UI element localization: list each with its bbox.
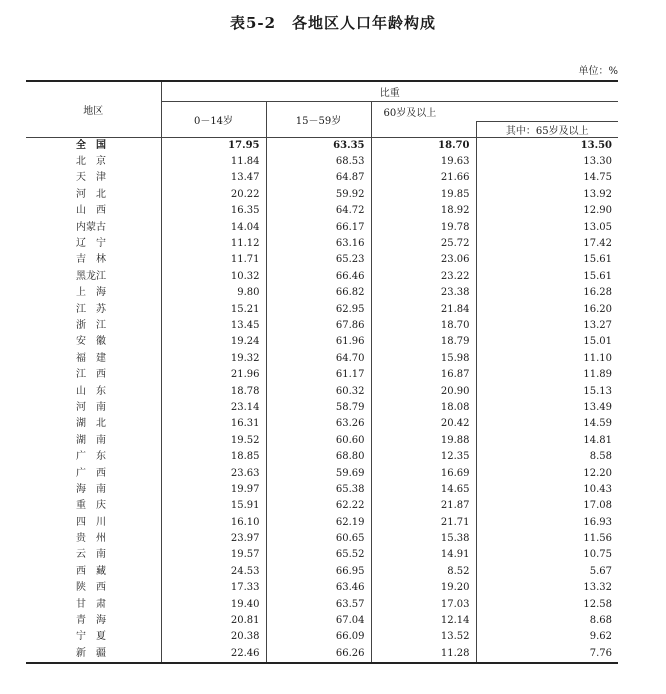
value-age-0-14: 20.38 [161, 629, 266, 645]
table-row [26, 564, 618, 580]
value-age-65-plus: 5.67 [476, 564, 618, 580]
value-age-60-plus: 19.63 [371, 154, 476, 170]
value-age-60-plus: 14.91 [371, 547, 476, 563]
region-cell: 北 京 [76, 156, 106, 168]
table-row [26, 301, 618, 317]
value-age-0-14: 15.91 [161, 498, 266, 514]
region-cell: 天 津 [76, 172, 106, 184]
value-age-60-plus: 14.65 [371, 482, 476, 498]
region-cell: 四 川 [76, 516, 106, 528]
value-age-15-59: 61.96 [266, 334, 371, 350]
value-age-15-59: 60.32 [266, 383, 371, 399]
value-age-0-14: 20.81 [161, 613, 266, 629]
table-row [26, 580, 618, 596]
value-age-60-plus: 13.52 [371, 629, 476, 645]
value-age-60-plus: 21.84 [371, 301, 476, 317]
age-structure-table [26, 80, 618, 664]
value-age-60-plus: 23.22 [371, 269, 476, 285]
value-age-65-plus: 11.56 [476, 531, 618, 547]
region-cell: 贵 州 [76, 533, 106, 545]
value-age-60-plus: 12.14 [371, 613, 476, 629]
value-age-60-plus: 23.38 [371, 285, 476, 301]
table-row [26, 318, 618, 334]
value-age-15-59: 63.26 [266, 416, 371, 432]
value-age-15-59: 59.92 [266, 187, 371, 203]
region-cell: 新 疆 [26, 646, 161, 663]
table-row [26, 203, 618, 219]
value-age-15-59: 62.19 [266, 514, 371, 530]
value-age-0-14: 19.57 [161, 547, 266, 563]
value-age-15-59: 67.86 [266, 318, 371, 334]
value-age-60-plus: 19.88 [371, 433, 476, 449]
value-age-60-plus: 18.92 [371, 203, 476, 219]
table-row [26, 433, 618, 449]
value-age-15-59: 63.46 [266, 580, 371, 596]
region-cell: 安 徽 [76, 336, 106, 348]
value-age-0-14: 10.32 [161, 269, 266, 285]
table-row [26, 367, 618, 383]
table-body [26, 137, 618, 663]
value-age-65-plus: 13.92 [476, 187, 618, 203]
value-age-15-59: 68.53 [266, 154, 371, 170]
value-age-65-plus: 8.68 [476, 613, 618, 629]
value-age-65-plus: 13.05 [476, 219, 618, 235]
value-age-0-14: 23.14 [161, 400, 266, 416]
value-age-0-14: 17.33 [161, 580, 266, 596]
value-age-0-14: 9.80 [161, 285, 266, 301]
value-age-15-59: 63.57 [266, 596, 371, 612]
table-row [26, 514, 618, 530]
value-age-15-59: 65.38 [266, 482, 371, 498]
value-age-0-14: 17.95 [161, 137, 266, 154]
table-title: 表5-2 各地区人口年龄构成 [229, 14, 437, 32]
value-age-60-plus: 18.70 [371, 137, 476, 154]
region-cell: 海 南 [76, 483, 106, 495]
value-age-0-14: 18.78 [161, 383, 266, 399]
value-age-0-14: 19.24 [161, 334, 266, 350]
value-age-65-plus: 13.49 [476, 400, 618, 416]
value-age-15-59: 62.95 [266, 301, 371, 317]
table-row [26, 498, 618, 514]
region-cell: 湖 北 [76, 418, 106, 430]
region-cell: 宁 夏 [76, 631, 106, 643]
value-age-60-plus: 19.85 [371, 187, 476, 203]
region-cell: 吉 林 [76, 254, 106, 266]
region-cell: 上 海 [76, 287, 106, 299]
header-age-60-plus: 60岁及以上 [371, 101, 618, 121]
value-age-0-14: 15.21 [161, 301, 266, 317]
value-age-65-plus: 11.89 [476, 367, 618, 383]
value-age-0-14: 16.10 [161, 514, 266, 530]
value-age-60-plus: 15.98 [371, 351, 476, 367]
value-age-15-59: 59.69 [266, 465, 371, 481]
value-age-0-14: 19.52 [161, 433, 266, 449]
region-cell: 江 西 [76, 369, 106, 381]
value-age-0-14: 13.47 [161, 170, 266, 186]
header-age-15-59: 15－59岁 [266, 101, 371, 137]
value-age-15-59: 66.82 [266, 285, 371, 301]
value-age-0-14: 11.71 [161, 252, 266, 268]
table-row [26, 449, 618, 465]
value-age-65-plus: 17.08 [476, 498, 618, 514]
value-age-0-14: 16.31 [161, 416, 266, 432]
table-row [26, 400, 618, 416]
value-age-15-59: 66.95 [266, 564, 371, 580]
region-cell: 浙 江 [76, 319, 106, 331]
value-age-65-plus: 13.32 [476, 580, 618, 596]
header-age-0-14: 0－14岁 [161, 101, 266, 137]
table-row [26, 416, 618, 432]
value-age-65-plus: 16.28 [476, 285, 618, 301]
value-age-60-plus: 23.06 [371, 252, 476, 268]
table-row [26, 236, 618, 252]
table-row [26, 252, 618, 268]
value-age-0-14: 23.97 [161, 531, 266, 547]
value-age-65-plus: 17.42 [476, 236, 618, 252]
region-cell: 广 东 [76, 451, 106, 463]
region-cell: 山 西 [76, 205, 106, 217]
region-cell: 青 海 [76, 615, 106, 627]
value-age-15-59: 64.72 [266, 203, 371, 219]
value-age-60-plus: 12.35 [371, 449, 476, 465]
value-age-65-plus: 9.62 [476, 629, 618, 645]
value-age-0-14: 19.40 [161, 596, 266, 612]
value-age-15-59: 65.23 [266, 252, 371, 268]
value-age-60-plus: 16.87 [371, 367, 476, 383]
value-age-15-59: 64.70 [266, 351, 371, 367]
value-age-0-14: 13.45 [161, 318, 266, 334]
table-row [26, 531, 618, 547]
value-age-0-14: 14.04 [161, 219, 266, 235]
value-age-65-plus: 10.43 [476, 482, 618, 498]
table-row [26, 187, 618, 203]
table-row [26, 285, 618, 301]
table-row [26, 482, 618, 498]
region-cell: 全 国 [76, 139, 106, 151]
header-age-65-plus: 其中：65岁及以上 [476, 121, 618, 137]
value-age-15-59: 66.46 [266, 269, 371, 285]
value-age-15-59: 60.65 [266, 531, 371, 547]
value-age-65-plus: 14.59 [476, 416, 618, 432]
value-age-15-59: 64.87 [266, 170, 371, 186]
header-share: 比重 [161, 81, 618, 101]
region-cell: 辽 宁 [76, 238, 106, 250]
value-age-0-14: 16.35 [161, 203, 266, 219]
value-age-65-plus: 12.90 [476, 203, 618, 219]
value-age-15-59: 65.52 [266, 547, 371, 563]
value-age-65-plus: 15.01 [476, 334, 618, 350]
value-age-15-59: 67.04 [266, 613, 371, 629]
value-age-0-14: 19.97 [161, 482, 266, 498]
value-age-65-plus: 14.75 [476, 170, 618, 186]
table-row [26, 334, 618, 350]
region-cell: 湖 南 [76, 434, 106, 446]
value-age-65-plus: 12.58 [476, 596, 618, 612]
value-age-60-plus: 18.70 [371, 318, 476, 334]
region-cell: 福 建 [76, 352, 106, 364]
value-age-60-plus: 17.03 [371, 596, 476, 612]
value-age-60-plus: 19.20 [371, 580, 476, 596]
table-row [26, 547, 618, 563]
value-age-65-plus: 16.20 [476, 301, 618, 317]
table-row [26, 383, 618, 399]
value-age-15-59: 61.17 [266, 367, 371, 383]
value-age-15-59: 68.80 [266, 449, 371, 465]
value-age-60-plus: 19.78 [371, 219, 476, 235]
value-age-0-14: 19.32 [161, 351, 266, 367]
value-age-60-plus: 18.79 [371, 334, 476, 350]
header-region: 地区 [26, 81, 161, 137]
value-age-0-14: 20.22 [161, 187, 266, 203]
value-age-0-14: 21.96 [161, 367, 266, 383]
value-age-0-14: 22.46 [161, 646, 266, 663]
value-age-60-plus: 20.90 [371, 383, 476, 399]
table-row [26, 596, 618, 612]
value-age-65-plus: 12.20 [476, 465, 618, 481]
table-row [26, 351, 618, 367]
value-age-65-plus: 8.58 [476, 449, 618, 465]
region-cell: 内蒙古 [76, 221, 106, 233]
value-age-60-plus: 21.71 [371, 514, 476, 530]
value-age-15-59: 60.60 [266, 433, 371, 449]
value-age-60-plus: 21.66 [371, 170, 476, 186]
table-row [26, 629, 618, 645]
region-cell: 甘 肃 [76, 598, 106, 610]
value-age-15-59: 63.35 [266, 137, 371, 154]
region-cell: 云 南 [76, 549, 106, 561]
value-age-15-59: 66.17 [266, 219, 371, 235]
value-age-15-59: 58.79 [266, 400, 371, 416]
table-row [26, 646, 618, 663]
region-cell: 河 北 [76, 188, 106, 200]
value-age-65-plus: 14.81 [476, 433, 618, 449]
table-row [26, 269, 618, 285]
value-age-60-plus: 25.72 [371, 236, 476, 252]
value-age-60-plus: 20.42 [371, 416, 476, 432]
value-age-65-plus: 7.76 [476, 646, 618, 663]
value-age-15-59: 66.09 [266, 629, 371, 645]
value-age-65-plus: 16.93 [476, 514, 618, 530]
value-age-0-14: 24.53 [161, 564, 266, 580]
table-row [26, 170, 618, 186]
region-cell: 重 庆 [76, 500, 106, 512]
unit-label: 单位：% [578, 66, 618, 77]
value-age-60-plus: 16.69 [371, 465, 476, 481]
value-age-0-14: 11.84 [161, 154, 266, 170]
value-age-60-plus: 8.52 [371, 564, 476, 580]
value-age-65-plus: 10.75 [476, 547, 618, 563]
value-age-0-14: 23.63 [161, 465, 266, 481]
table-row-national [26, 137, 618, 154]
value-age-15-59: 63.16 [266, 236, 371, 252]
region-cell: 广 西 [76, 467, 106, 479]
value-age-65-plus: 13.27 [476, 318, 618, 334]
region-cell: 江 苏 [76, 303, 106, 315]
table-row [26, 219, 618, 235]
region-cell: 陕 西 [76, 582, 106, 594]
value-age-65-plus: 15.61 [476, 252, 618, 268]
value-age-60-plus: 15.38 [371, 531, 476, 547]
table-row [26, 465, 618, 481]
value-age-60-plus: 11.28 [371, 646, 476, 663]
value-age-15-59: 66.26 [266, 646, 371, 663]
value-age-65-plus: 13.30 [476, 154, 618, 170]
value-age-15-59: 62.22 [266, 498, 371, 514]
region-cell: 黑龙江 [76, 270, 106, 282]
value-age-0-14: 18.85 [161, 449, 266, 465]
table-row [26, 154, 618, 170]
value-age-65-plus: 15.61 [476, 269, 618, 285]
value-age-65-plus: 11.10 [476, 351, 618, 367]
region-cell: 河 南 [76, 401, 106, 413]
value-age-65-plus: 15.13 [476, 383, 618, 399]
value-age-60-plus: 18.08 [371, 400, 476, 416]
table-row [26, 613, 618, 629]
region-cell: 山 东 [76, 385, 106, 397]
value-age-0-14: 11.12 [161, 236, 266, 252]
value-age-60-plus: 21.87 [371, 498, 476, 514]
value-age-65-plus: 13.50 [476, 137, 618, 154]
region-cell: 西 藏 [76, 565, 106, 577]
